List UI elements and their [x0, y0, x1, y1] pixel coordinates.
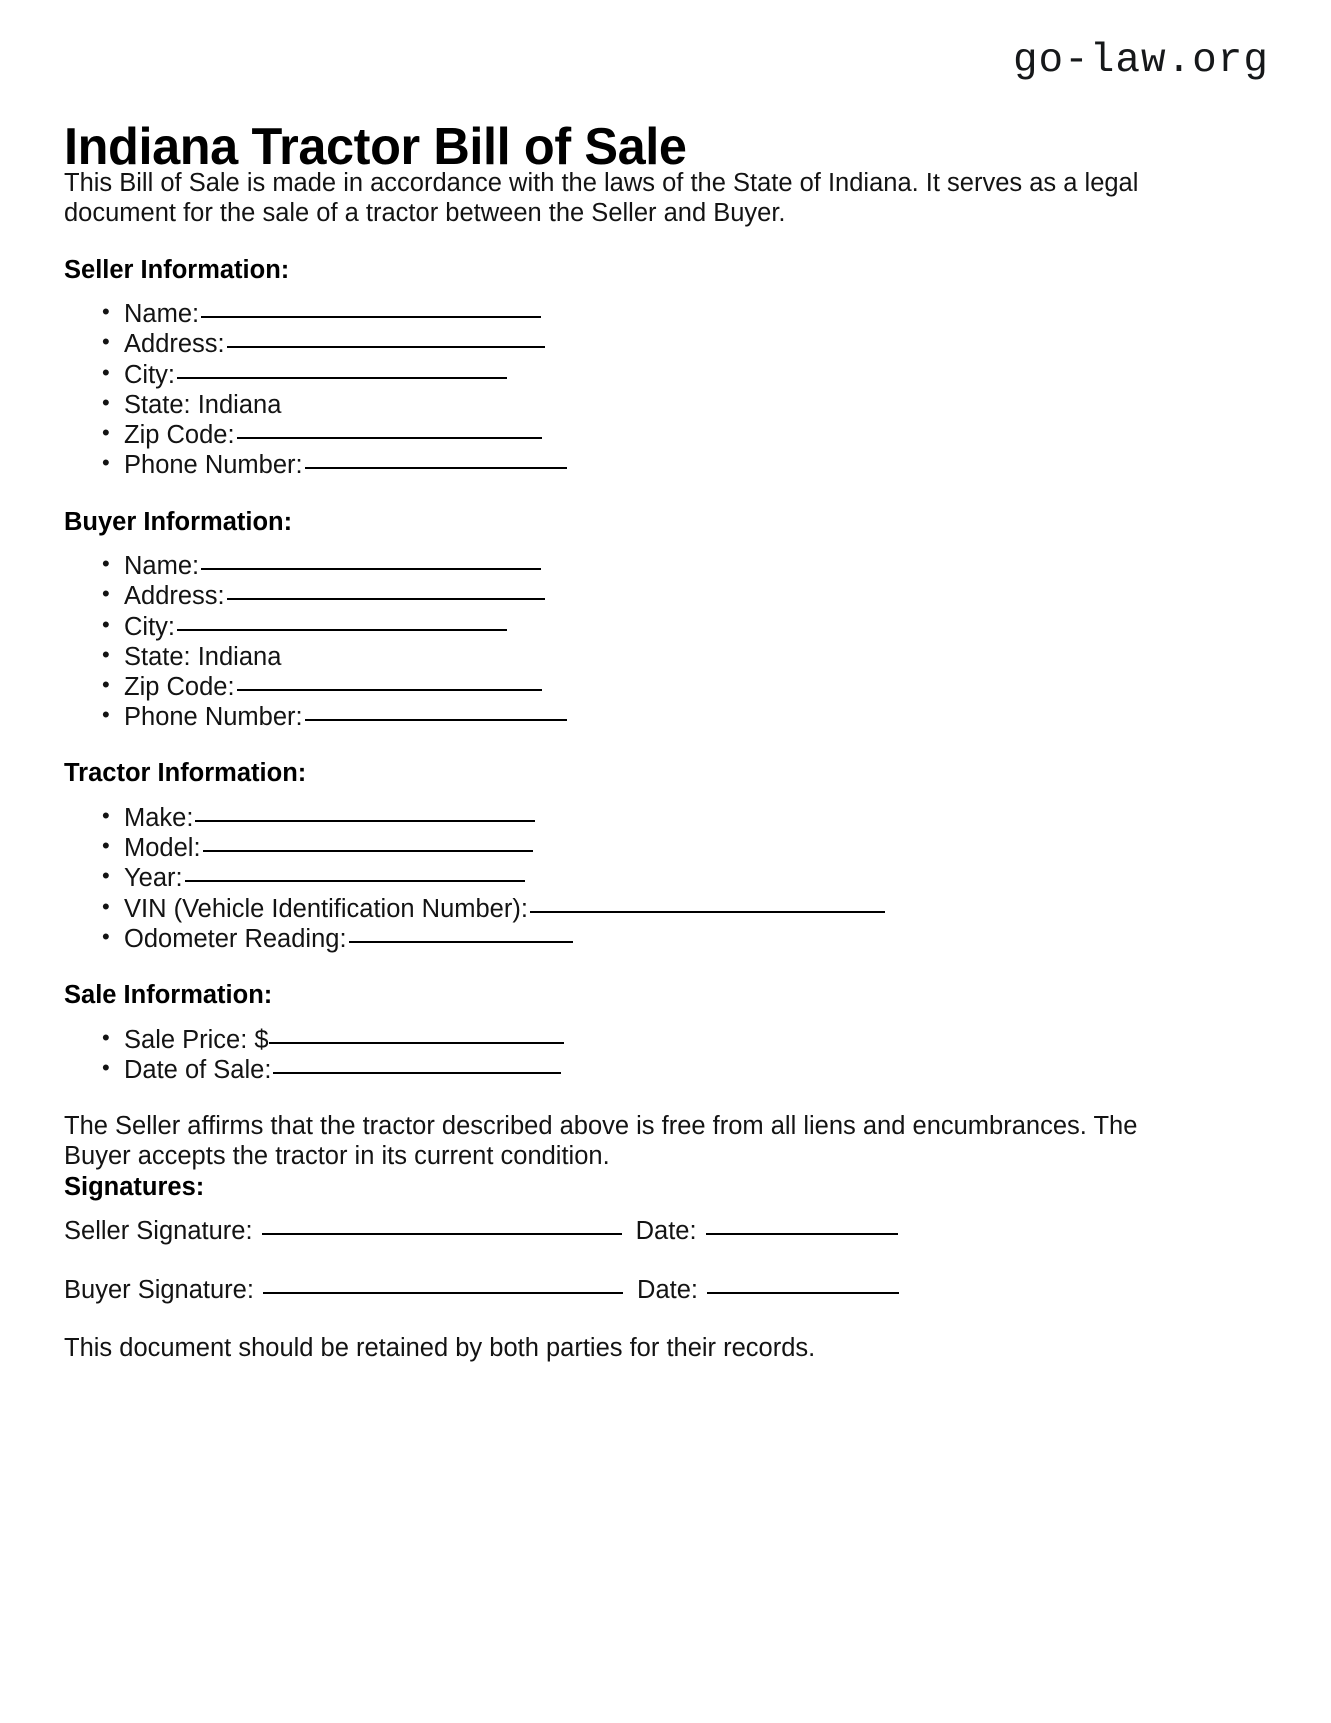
form-field-row [102, 551, 1174, 581]
signature-blank[interactable] [262, 1233, 622, 1235]
field-label: State: [124, 642, 191, 671]
date-blank[interactable] [706, 1233, 898, 1235]
fill-in-blank[interactable] [305, 719, 567, 721]
form-field-row [102, 803, 1174, 833]
field-label: Date of Sale: [124, 1055, 272, 1084]
form-field-row [102, 702, 1174, 732]
field-label: Address: [124, 582, 225, 611]
field-label: Odometer Reading: [124, 924, 347, 953]
form-field-row [102, 833, 1174, 863]
field-label: Name: [124, 552, 200, 581]
form-field-row [102, 299, 1174, 329]
seller-field-list [64, 299, 1174, 480]
fill-in-blank[interactable] [349, 941, 573, 943]
sale-information-heading: Sale Information: [64, 980, 273, 1009]
date-blank[interactable] [707, 1292, 899, 1294]
field-label: City: [124, 360, 175, 389]
fill-in-blank[interactable] [195, 820, 535, 822]
field-label: Sale Price: $ [124, 1025, 269, 1054]
signature-label: Seller Signature: [64, 1217, 260, 1246]
tractor-field-list [64, 803, 1174, 954]
field-label: Make: [124, 803, 194, 832]
form-field-row [102, 672, 1174, 702]
date-label: Date: [635, 1217, 704, 1246]
affirmation-paragraph: The Seller affirms that the tractor described above is free from all liens and encumbrances. The Buyer accepts the tractor in its current condition. [64, 1111, 1138, 1171]
form-field-row [102, 581, 1174, 611]
form-field-row [102, 642, 1174, 672]
signatures-heading: Signatures: [64, 1172, 205, 1201]
form-field-row [102, 894, 1174, 924]
signature-row [64, 1275, 1174, 1306]
fill-in-blank[interactable] [185, 880, 525, 882]
fill-in-blank[interactable] [269, 1042, 564, 1044]
fill-in-blank[interactable] [227, 346, 545, 348]
fill-in-blank[interactable] [227, 598, 545, 600]
buyer-field-list [64, 551, 1174, 732]
signature-blank[interactable] [263, 1292, 623, 1294]
field-label: Zip Code: [124, 672, 235, 701]
field-value: Indiana [190, 390, 282, 419]
seller-information-heading: Seller Information: [64, 255, 290, 284]
field-label: City: [124, 612, 175, 641]
sale-field-list [64, 1025, 1174, 1085]
form-field-row [102, 360, 1174, 390]
field-value: Indiana [190, 642, 282, 671]
fill-in-blank[interactable] [237, 689, 542, 691]
fill-in-blank[interactable] [203, 850, 533, 852]
fill-in-blank[interactable] [273, 1072, 561, 1074]
form-field-row [102, 329, 1174, 359]
signature-label: Buyer Signature: [64, 1275, 262, 1304]
field-label: Zip Code: [124, 421, 235, 450]
fill-in-blank[interactable] [530, 911, 885, 913]
form-field-row [102, 390, 1174, 420]
form-field-row [102, 1055, 1174, 1085]
field-label: State: [124, 390, 191, 419]
fill-in-blank[interactable] [305, 467, 567, 469]
fill-in-blank[interactable] [177, 377, 507, 379]
date-label: Date: [637, 1275, 706, 1304]
field-label: Model: [124, 834, 201, 863]
form-field-row [102, 420, 1174, 450]
site-logo: go-law.org [1012, 38, 1269, 84]
tractor-information-heading: Tractor Information: [64, 759, 307, 788]
closing-note: This document should be retained by both parties for their records. [64, 1334, 816, 1363]
buyer-information-heading: Buyer Information: [64, 507, 293, 536]
field-label: Name: [124, 300, 200, 329]
fill-in-blank[interactable] [201, 316, 541, 318]
document-body [64, 168, 1174, 1364]
field-label: Year: [124, 864, 183, 893]
signature-rows [64, 1216, 1174, 1305]
field-label: VIN (Vehicle Identification Number): [124, 894, 528, 923]
page-title: Indiana Tractor Bill of Sale [64, 117, 687, 176]
signature-row [64, 1216, 1174, 1247]
field-label: Phone Number: [124, 703, 303, 732]
intro-paragraph: This Bill of Sale is made in accordance with the laws of the State of Indiana. It serves as a legal document for the sale of a tractor between the Seller and Buyer. [64, 169, 1139, 228]
fill-in-blank[interactable] [201, 568, 541, 570]
form-field-row [102, 450, 1174, 480]
form-field-row [102, 863, 1174, 893]
field-label: Address: [124, 330, 225, 359]
form-field-row [102, 1025, 1174, 1055]
fill-in-blank[interactable] [177, 629, 507, 631]
field-label: Phone Number: [124, 451, 303, 480]
form-field-row [102, 924, 1174, 954]
fill-in-blank[interactable] [237, 437, 542, 439]
form-field-row [102, 612, 1174, 642]
